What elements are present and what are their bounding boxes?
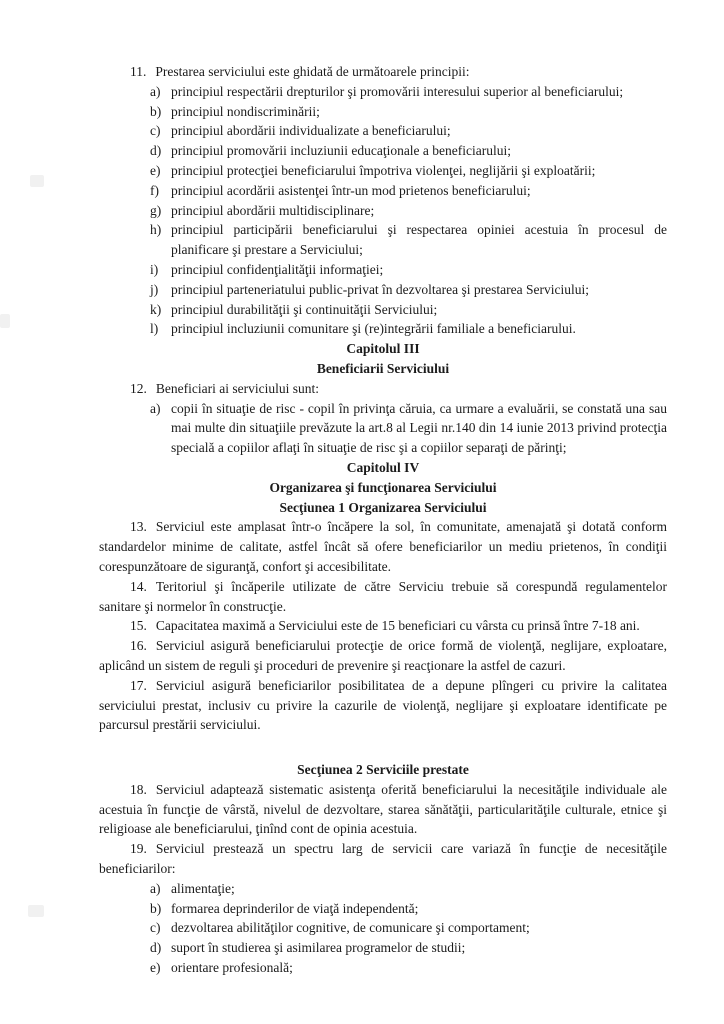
list-item (150, 102, 667, 122)
list-item (150, 220, 667, 260)
numbered-paragraph (99, 676, 667, 735)
list-marker: e) (150, 960, 161, 976)
paragraph-text: Serviciul adaptează sistematic asistenţa oferită beneficiarului la necesităţile individuale ale acestuia în funcţie de vârstă, nivelul de dezvoltare, starea sănătăţii, particularităţile culturale, etnice şi religioase ale beneficiarului, ţinînd cont de opinia acestuia. (99, 781, 667, 837)
list-marker: e) (150, 162, 161, 178)
list-item (150, 319, 667, 339)
paragraph-number: 12. (130, 380, 147, 396)
list-marker: f) (150, 182, 159, 198)
paragraph-number: 16. (130, 638, 147, 654)
paragraph-number: 13. (130, 519, 147, 535)
list-marker: l) (150, 321, 159, 337)
paragraph-number: 19. (130, 841, 147, 857)
list-marker: b) (150, 103, 162, 119)
list-item-text: principiul promovării incluziunii educaţionale a beneficiarului; (171, 143, 512, 159)
list-marker: h) (150, 222, 162, 238)
list-marker: a) (150, 880, 161, 896)
list-marker: a) (150, 400, 161, 416)
section-heading: Capitolul IV (346, 459, 420, 475)
list-marker: d) (150, 143, 162, 159)
scan-smudge (28, 905, 44, 917)
list-item-text: alimentaţie; (171, 880, 235, 896)
section-heading: Beneficiarii Serviciului (316, 360, 450, 376)
list-item-text: principiul incluziunii comunitare şi (re)integrării familiale a beneficiarului. (171, 321, 576, 337)
list-item (150, 201, 667, 221)
paragraph-text: Capacitatea maximă a Serviciului este de 15 beneficiari cu vârsta cu prinsă între 7-18 ani. (155, 618, 640, 634)
paragraph-text: Serviciul asigură beneficiarilor posibilitatea de a depune plîngeri cu privire la calitatea serviciului prestat, inclusiv cu privire la cazurile de violenţă, neglijare şi exploatare identificate pe parcursul prestării serviciului. (99, 677, 667, 733)
list-item (150, 938, 667, 958)
list-item (150, 161, 667, 181)
list-item-text: principiul abordării individualizate a beneficiarului; (171, 123, 451, 139)
numbered-paragraph (99, 62, 667, 82)
list-marker: g) (150, 202, 162, 218)
list-marker: k) (150, 301, 162, 317)
paragraph-number: 17. (130, 677, 147, 693)
numbered-paragraph (99, 577, 667, 617)
numbered-paragraph (99, 616, 667, 636)
numbered-paragraph (99, 780, 667, 839)
section-heading: Capitolul III (346, 341, 420, 357)
list-marker: i) (150, 261, 159, 277)
list-item-text: orientare profesională; (171, 960, 293, 976)
paragraph-text: Serviciul prestează un spectru larg de servicii care variază în funcţie de necesităţile beneficiarilor: (99, 841, 667, 877)
list-item (150, 141, 667, 161)
list-item (150, 82, 667, 102)
paragraph-text: Serviciul este amplasat într-o încăpere la sol, în comunitate, amenajată şi dotată conform standardelor minime de calitate, astfel încât să ofere beneficiarilor un mediu prietenos, în condiţii corespunzătoare de siguranţă, confort şi accesibilitate. (99, 519, 667, 574)
list-item (150, 181, 667, 201)
list-item-text: principiul abordării multidisciplinare; (171, 202, 375, 218)
section-heading: Secţiunea 1 Organizarea Serviciului (279, 499, 487, 515)
list-item-text: principiul nondiscriminării; (171, 103, 320, 119)
list-item-text: principiul protecţiei beneficiarului împotriva violenţei, neglijării şi exploatării; (171, 162, 596, 178)
list-marker: c) (150, 123, 161, 139)
list-item-text: principiul acordării asistenţei într-un mod prietenos beneficiarului; (171, 182, 531, 198)
list-item (150, 918, 667, 938)
list-item-text: principiul parteneriatului public-privat în dezvoltarea şi prestarea Serviciului; (171, 281, 589, 297)
paragraph-text: Beneficiari ai serviciului sunt: (155, 380, 319, 396)
paragraph-number: 18. (130, 781, 147, 797)
list-item-text: formarea deprinderilor de viaţă independentă; (171, 900, 419, 916)
numbered-paragraph (99, 839, 667, 879)
list-item (150, 399, 667, 458)
list-item (150, 899, 667, 919)
numbered-paragraph (99, 517, 667, 576)
list-item (150, 121, 667, 141)
list-marker: d) (150, 940, 162, 956)
numbered-paragraph (99, 636, 667, 676)
list-item-text: suport în studierea şi asimilarea programelor de studii; (171, 940, 466, 956)
paragraph-text: Serviciul asigură beneficiarului protecţie de orice formă de violenţă, neglijare, exploatare, aplicând un sistem de reguli şi proceduri de prevenire şi reacţionare la astfel de cazuri. (99, 638, 667, 673)
list-item (150, 958, 667, 978)
section-heading: Secţiunea 2 Serviciile prestate (297, 762, 469, 778)
list-item-text: dezvoltarea abilităţilor cognitive, de comunicare şi comportament; (171, 920, 530, 936)
paragraph-number: 14. (130, 578, 147, 594)
paragraph-number: 11. (130, 64, 147, 79)
paragraph-text: Teritoriul şi încăperile utilizate de către Serviciu trebuie să corespundă regulamentelor sanitare şi normelor în construcţie. (99, 578, 667, 614)
list-item (150, 280, 667, 300)
list-item-text: principiul confidenţialităţii informaţiei; (171, 261, 384, 277)
list-item (150, 879, 667, 899)
list-item-text: principiul participării beneficiarului şi respectarea opiniei acestuia în procesul de planificare şi prestare a Serviciului; (171, 222, 667, 258)
list-item-text: copii în situaţie de risc - copil în privinţa căruia, ca urmare a evaluării, se constată una sau mai multe din situaţiile prevăzute la art.8 al Legii nr.140 din 14 iunie 2013 privind protecţia specială a copiilor aflaţi în situaţie de risc şi a copiilor separaţi de părinţi; (171, 400, 667, 456)
scan-smudge (0, 314, 10, 328)
list-item-text: principiul durabilităţii şi continuităţii Serviciului; (171, 301, 438, 317)
scan-smudge (30, 175, 44, 187)
paragraph-spacer (99, 735, 667, 760)
list-marker: a) (150, 83, 161, 99)
paragraph-text: Prestarea serviciului este ghidată de următoarele principii: (155, 64, 470, 79)
paragraph-number: 15. (130, 618, 147, 634)
list-marker: j) (150, 281, 159, 297)
list-marker: b) (150, 900, 162, 916)
list-marker: c) (150, 920, 161, 936)
list-item (150, 260, 667, 280)
section-heading: Organizarea şi funcţionarea Serviciului (269, 479, 497, 495)
list-item (150, 300, 667, 320)
document-content (99, 62, 667, 978)
numbered-paragraph (99, 379, 667, 399)
list-item-text: principiul respectării drepturilor şi promovării interesului superior al beneficiarului; (171, 83, 624, 99)
